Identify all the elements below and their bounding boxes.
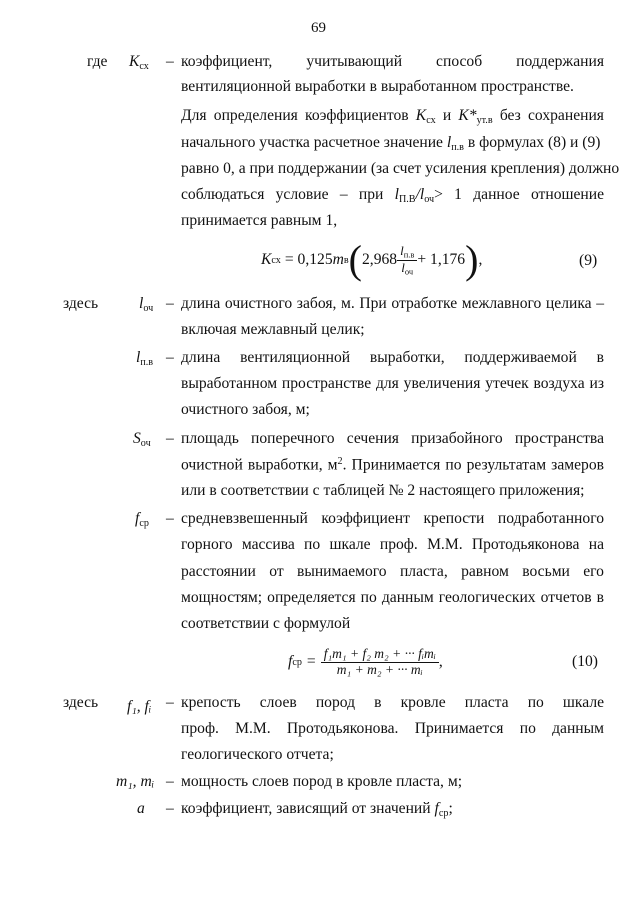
- dash: –: [166, 430, 174, 447]
- formula-9-label: (9): [579, 252, 598, 269]
- dash: –: [166, 800, 174, 817]
- dash: –: [166, 53, 174, 70]
- l-pv-line3: очистного забоя, м;: [181, 401, 310, 418]
- s-och-line3: или в соответствии с таблицей № 2 настоящего приложения;: [181, 482, 585, 499]
- l-pv-line2: выработанном пространстве для увеличения утечек воздуха из: [181, 375, 604, 392]
- l-och-line1: длина очистного забоя, м. При отработке межлавного целика –: [181, 295, 604, 312]
- dash: –: [166, 349, 174, 366]
- s-och-line2: очистной выработки, $м^2$. Принимается по результатам замеров: [181, 456, 604, 474]
- f-cp-line1: средневзвешенный коэффициент крепости подработанного: [181, 510, 604, 527]
- m1-mi-line1: мощность слоев пород в кровле пласта, м;: [181, 773, 463, 790]
- l-och-symbol: $l_{оч}$: [139, 295, 154, 315]
- formula-9: K сх = 0,125 m в ( 2,968 $\frac{l_{п.в}}{l_{оч}}$ + 1,176 ) ,: [261, 237, 483, 282]
- here-word: здесь: [63, 295, 99, 312]
- f1-fi-line3: геологического отчета;: [181, 746, 334, 763]
- k-cx-symbol: $K_{сх}$: [129, 53, 149, 73]
- f-cp-line2: горного массива по шкале проф. М.М. Протодьяконова на: [181, 536, 605, 553]
- l-pv-symbol: $l_{п.в}$: [136, 349, 154, 369]
- f-cp-symbol: $f_{ср}$: [135, 510, 149, 530]
- page-number: 69: [311, 20, 326, 36]
- dash: –: [166, 510, 174, 527]
- dash: –: [166, 295, 174, 312]
- para-line3: равно 0, а при поддержании (за счет усиления крепления) должно: [181, 160, 620, 177]
- para-line2: начального участка расчетное значение $l_{п.в}$ в формулах (8) и (9): [181, 134, 601, 154]
- para-line5: принимается равным 1,: [181, 212, 338, 229]
- here-word: здесь: [63, 694, 99, 711]
- m1-mi-symbol: m₁, mᵢ: [116, 773, 155, 790]
- f1-fi-line1: крепость слоев пород в кровле пласта по шкале: [181, 694, 605, 711]
- k-cx-definition-line1: коэффициент, учитывающий способ поддержания: [181, 53, 604, 70]
- f-cp-line4: мощностям; определяется по данным геологических отчетов в: [181, 589, 604, 606]
- f1-fi-line2: проф. М.М. Протодьяконова. Принимается по данным: [181, 720, 604, 737]
- para-line4: соблюдаться условие – при $l_{П.В}/l_{оч}> 1$ данное отношение: [181, 186, 605, 206]
- a-line1: коэффициент, зависящий от значений $f_{ср}$;: [181, 800, 453, 820]
- where-word: где: [87, 53, 108, 70]
- para-line1: Для определения коэффициентов $K_{сх}$ и $K*_{ут.в}$ без сохранения: [181, 107, 604, 127]
- a-symbol: a: [137, 800, 145, 817]
- k-cx-definition-line2: вентиляционной выработки в выработанном пространстве.: [181, 78, 574, 95]
- l-och-line2: включая межлавный целик;: [181, 321, 365, 338]
- s-och-symbol: $S_{оч}$: [133, 430, 151, 450]
- formula-10: f ср = $\frac{\text{f₁m₁ + f₂ m₂ + ··· fᵢmᵢ}}{\text{m₁ + m₂ + ··· mᵢ}}$ ,: [288, 646, 443, 677]
- dash: –: [166, 773, 174, 790]
- f-cp-line3: расстоянии от вынимаемого пласта, равном восьми его: [181, 563, 604, 580]
- s-och-line1: площадь поперечного сечения призабойного пространства: [181, 430, 604, 447]
- dash: –: [166, 694, 174, 711]
- f1-fi-symbol: f₁, fᵢ: [127, 698, 152, 715]
- f-cp-line5: соответствии с формулой: [181, 615, 351, 632]
- l-pv-line1: длина вентиляционной выработки, поддерживаемой в: [181, 349, 605, 366]
- formula-10-label: (10): [572, 653, 598, 670]
